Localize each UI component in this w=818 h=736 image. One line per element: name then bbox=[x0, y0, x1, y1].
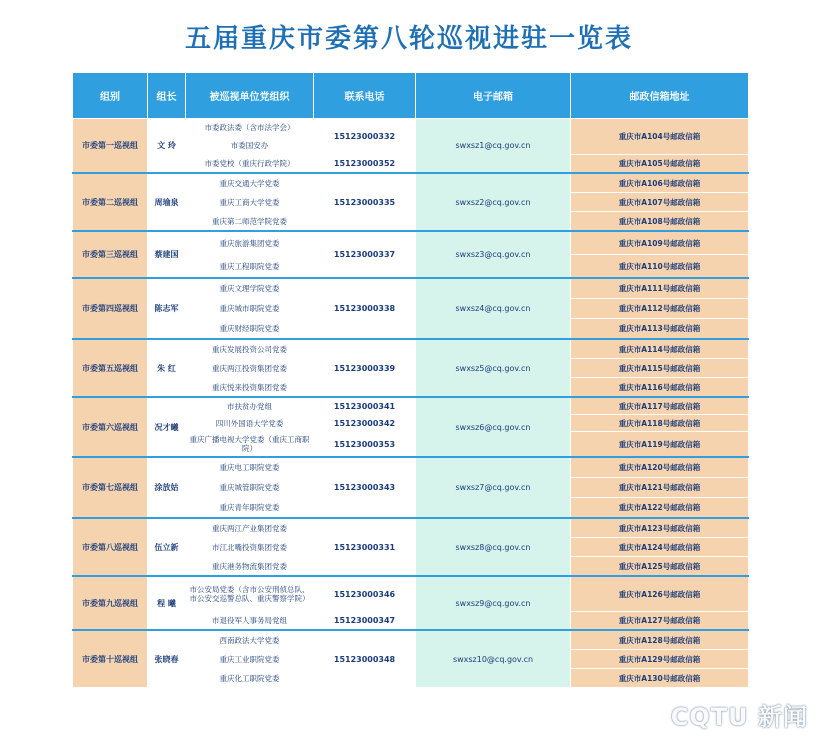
mail-address: 重庆市A104号邮政信箱 bbox=[571, 119, 749, 155]
contact-email: swxsz8@cq.gov.cn bbox=[416, 518, 571, 576]
mail-address: 重庆市A130号邮政信箱 bbox=[571, 669, 749, 688]
contact-phone: 15123000332 bbox=[314, 119, 416, 155]
contact-phone: 15123000338 bbox=[314, 278, 416, 339]
group-name: 市委第一巡视组 bbox=[73, 119, 148, 174]
contact-phone: 15123000343 bbox=[314, 457, 416, 518]
inspected-unit: 重庆工商大学党委 bbox=[186, 193, 314, 212]
inspected-unit: 西南政法大学党委 bbox=[186, 630, 314, 650]
group-leader: 伍立新 bbox=[148, 518, 186, 576]
inspected-unit: 重庆工程职院党委 bbox=[186, 255, 314, 279]
mail-address: 重庆市A107号邮政信箱 bbox=[571, 193, 749, 212]
mail-address: 重庆市A120号邮政信箱 bbox=[571, 457, 749, 478]
inspected-unit: 市公安局党委（含市公安刑侦总队、市公安交巡警总队、重庆警察学院） bbox=[186, 576, 314, 612]
table-row bbox=[73, 173, 749, 193]
inspected-unit: 重庆旅游集团党委 bbox=[186, 231, 314, 255]
group-name: 市委第六巡视组 bbox=[73, 397, 148, 457]
inspected-unit: 重庆城管职院党委 bbox=[186, 478, 314, 498]
mail-address: 重庆市A123号邮政信箱 bbox=[571, 518, 749, 538]
inspected-unit: 重庆工业职院党委 bbox=[186, 650, 314, 669]
mail-address: 重庆市A127号邮政信箱 bbox=[571, 612, 749, 631]
header-mail-address: 邮政信箱地址 bbox=[571, 73, 749, 119]
contact-email: swxsz1@cq.gov.cn bbox=[416, 119, 571, 174]
contact-phone: 15123000331 bbox=[314, 518, 416, 576]
table-row bbox=[73, 278, 749, 299]
inspected-unit: 重庆电工职院党委 bbox=[186, 457, 314, 478]
inspected-unit: 市委政法委（含市法学会） bbox=[186, 119, 314, 137]
group-name: 市委第十巡视组 bbox=[73, 630, 148, 688]
contact-email: swxsz10@cq.gov.cn bbox=[416, 630, 571, 688]
page-title: 五届重庆市委第八轮巡视进驻一览表 bbox=[184, 24, 633, 54]
inspected-unit: 重庆两江投资集团党委 bbox=[186, 359, 314, 378]
inspected-unit: 重庆文理学院党委 bbox=[186, 278, 314, 299]
mail-address: 重庆市A129号邮政信箱 bbox=[571, 650, 749, 669]
contact-email: swxsz3@cq.gov.cn bbox=[416, 231, 571, 278]
table-row bbox=[73, 630, 749, 650]
mail-address: 重庆市A113号邮政信箱 bbox=[571, 319, 749, 340]
mail-address: 重庆市A122号邮政信箱 bbox=[571, 498, 749, 519]
table-row bbox=[73, 576, 749, 612]
mail-address: 重庆市A112号邮政信箱 bbox=[571, 299, 749, 319]
table-row bbox=[73, 457, 749, 478]
mail-address: 重庆市A125号邮政信箱 bbox=[571, 557, 749, 577]
inspected-unit: 重庆城市职院党委 bbox=[186, 299, 314, 319]
table-row bbox=[73, 397, 749, 415]
table-row bbox=[73, 119, 749, 137]
table-header-row bbox=[73, 73, 749, 119]
mail-address: 重庆市A128号邮政信箱 bbox=[571, 630, 749, 650]
contact-phone: 15123000347 bbox=[314, 612, 416, 631]
inspected-unit: 市委党校（重庆行政学院） bbox=[186, 155, 314, 174]
contact-email: swxsz6@cq.gov.cn bbox=[416, 397, 571, 457]
mail-address: 重庆市A108号邮政信箱 bbox=[571, 212, 749, 232]
header-phone: 联系电话 bbox=[314, 73, 416, 119]
watermark-logo: CQTU 新闻 bbox=[670, 703, 808, 731]
mail-address: 重庆市A115号邮政信箱 bbox=[571, 359, 749, 378]
mail-address: 重庆市A106号邮政信箱 bbox=[571, 173, 749, 193]
group-name: 市委第四巡视组 bbox=[73, 278, 148, 339]
contact-email: swxsz5@cq.gov.cn bbox=[416, 339, 571, 397]
mail-address: 重庆市A124号邮政信箱 bbox=[571, 538, 749, 557]
inspected-unit: 重庆第二师范学院党委 bbox=[186, 212, 314, 232]
mail-address: 重庆市A105号邮政信箱 bbox=[571, 155, 749, 174]
table-row bbox=[73, 339, 749, 359]
mail-address: 重庆市A114号邮政信箱 bbox=[571, 339, 749, 359]
contact-phone: 15123000341 bbox=[314, 397, 416, 415]
group-leader: 陈志军 bbox=[148, 278, 186, 339]
group-name: 市委第九巡视组 bbox=[73, 576, 148, 630]
header-email: 电子邮箱 bbox=[416, 73, 571, 119]
contact-phone: 15123000337 bbox=[314, 231, 416, 278]
contact-phone: 15123000342 bbox=[314, 415, 416, 432]
inspected-unit: 市江北嘴投资集团党委 bbox=[186, 538, 314, 557]
inspected-unit: 重庆广播电视大学党委（重庆工商职院） bbox=[186, 432, 314, 458]
group-leader: 程 曦 bbox=[148, 576, 186, 630]
contact-email: swxsz2@cq.gov.cn bbox=[416, 173, 571, 231]
table-row bbox=[73, 518, 749, 538]
inspected-unit: 四川外国语大学党委 bbox=[186, 415, 314, 432]
group-leader: 涂放姑 bbox=[148, 457, 186, 518]
inspected-unit: 重庆两江产业集团党委 bbox=[186, 518, 314, 538]
group-leader: 况才曦 bbox=[148, 397, 186, 457]
mail-address: 重庆市A126号邮政信箱 bbox=[571, 576, 749, 612]
contact-phone: 15123000352 bbox=[314, 155, 416, 174]
header-leader: 组长 bbox=[148, 73, 186, 119]
contact-phone: 15123000335 bbox=[314, 173, 416, 231]
mail-address: 重庆市A116号邮政信箱 bbox=[571, 378, 749, 398]
header-unit: 被巡视单位党组织 bbox=[186, 73, 314, 119]
inspected-unit: 重庆发展投资公司党委 bbox=[186, 339, 314, 359]
mail-address: 重庆市A110号邮政信箱 bbox=[571, 255, 749, 279]
inspected-unit: 市委国安办 bbox=[186, 137, 314, 155]
group-leader: 文 玲 bbox=[148, 119, 186, 174]
contact-phone: 15123000346 bbox=[314, 576, 416, 612]
contact-email: swxsz9@cq.gov.cn bbox=[416, 576, 571, 630]
mail-address: 重庆市A119号邮政信箱 bbox=[571, 432, 749, 458]
mail-address: 重庆市A118号邮政信箱 bbox=[571, 415, 749, 432]
inspected-unit: 重庆财经职院党委 bbox=[186, 319, 314, 340]
group-name: 市委第三巡视组 bbox=[73, 231, 148, 278]
group-name: 市委第七巡视组 bbox=[73, 457, 148, 518]
contact-phone: 15123000348 bbox=[314, 630, 416, 688]
inspected-unit: 重庆港务物流集团党委 bbox=[186, 557, 314, 577]
contact-email: swxsz7@cq.gov.cn bbox=[416, 457, 571, 518]
group-leader: 周瑜泉 bbox=[148, 173, 186, 231]
inspected-unit: 重庆化工职院党委 bbox=[186, 669, 314, 688]
contact-phone: 15123000339 bbox=[314, 339, 416, 397]
inspected-unit: 重庆青年职院党委 bbox=[186, 498, 314, 519]
contact-email: swxsz4@cq.gov.cn bbox=[416, 278, 571, 339]
inspected-unit: 重庆交通大学党委 bbox=[186, 173, 314, 193]
group-leader: 蔡建国 bbox=[148, 231, 186, 278]
inspection-table bbox=[72, 72, 749, 688]
table-row bbox=[73, 231, 749, 255]
mail-address: 重庆市A111号邮政信箱 bbox=[571, 278, 749, 299]
group-leader: 朱 红 bbox=[148, 339, 186, 397]
mail-address: 重庆市A117号邮政信箱 bbox=[571, 397, 749, 415]
group-name: 市委第八巡视组 bbox=[73, 518, 148, 576]
header-group: 组别 bbox=[73, 73, 148, 119]
inspected-unit: 重庆悦来投资集团党委 bbox=[186, 378, 314, 398]
inspected-unit: 市扶贫办党组 bbox=[186, 397, 314, 415]
inspected-unit: 市退役军人事务局党组 bbox=[186, 612, 314, 631]
contact-phone: 15123000353 bbox=[314, 432, 416, 458]
mail-address: 重庆市A109号邮政信箱 bbox=[571, 231, 749, 255]
group-name: 市委第五巡视组 bbox=[73, 339, 148, 397]
group-leader: 张晓春 bbox=[148, 630, 186, 688]
group-name: 市委第二巡视组 bbox=[73, 173, 148, 231]
mail-address: 重庆市A121号邮政信箱 bbox=[571, 478, 749, 498]
